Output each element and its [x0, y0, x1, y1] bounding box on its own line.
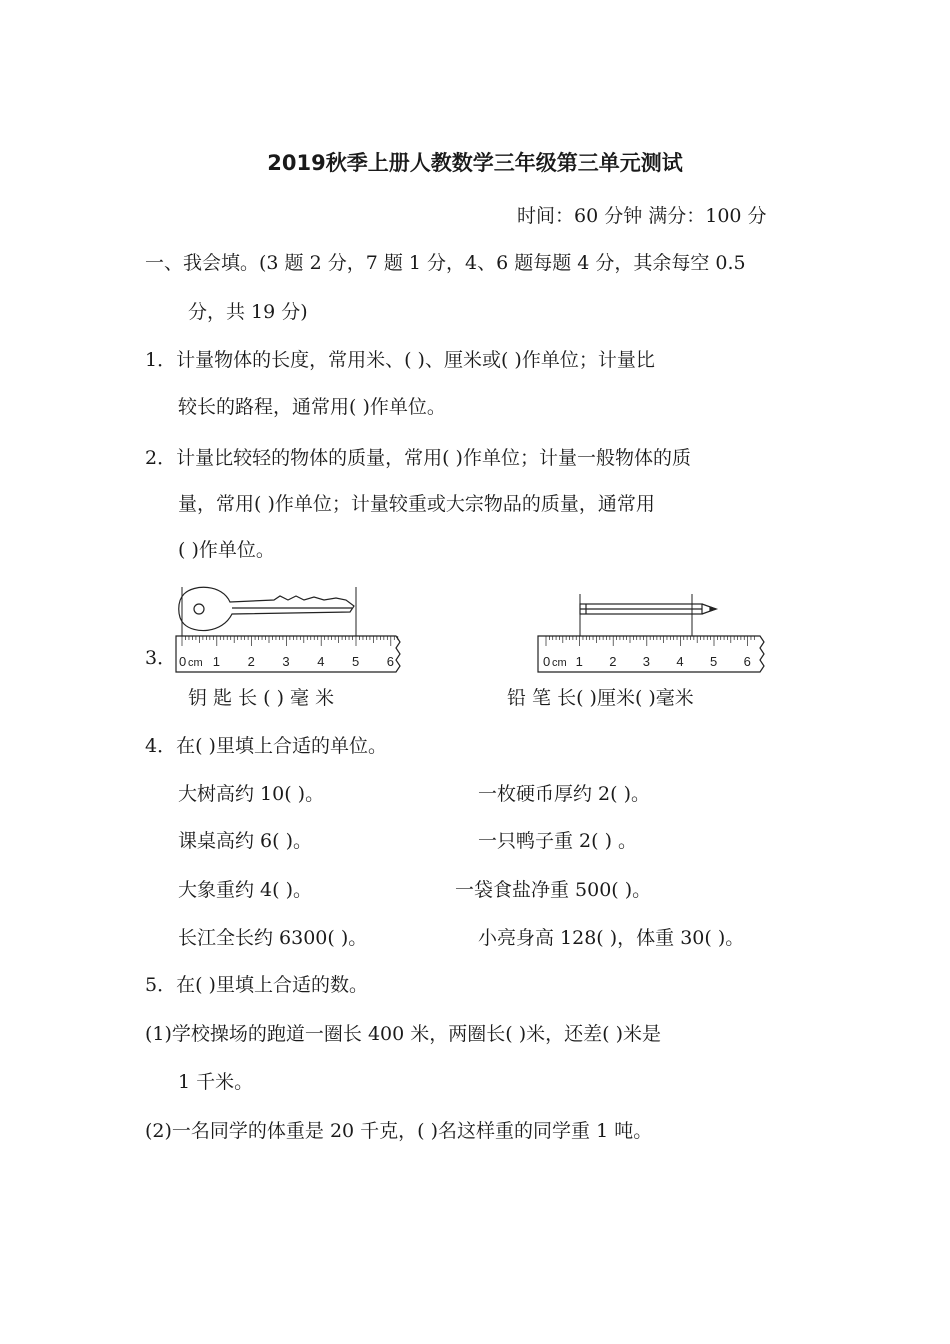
q3-key-caption: 钥 匙 长 ( ) 毫 米 [188, 687, 335, 709]
q1-line2: 较长的路程，通常用( )作单位。 [178, 396, 446, 418]
pencil-ruler-figure [534, 582, 770, 676]
q4-heading: 4．在( )里填上合适的单位。 [145, 735, 387, 757]
q4-row4-left: 长江全长约 6300( )。 [178, 927, 368, 949]
q2-line3: ( )作单位。 [178, 539, 275, 561]
ruler-number-label: 3 [642, 654, 651, 669]
ruler-number-label: 4 [317, 654, 325, 669]
q4-row3-left: 大象重约 4( )。 [178, 879, 312, 901]
ruler-unit-label: cm [552, 657, 567, 669]
q4-row2-right: 一只鸭子重 2( ) 。 [478, 830, 638, 852]
q5-part1-line2: 1 千米。 [178, 1071, 254, 1093]
ruler-number-label: 5 [710, 654, 718, 669]
q4-row3-right: 一袋食盐净重 500( )。 [455, 879, 652, 901]
q1-line1: 1．计量物体的长度，常用米、( )、厘米或( )作单位；计量比 [145, 349, 655, 371]
ruler-number-label: 5 [352, 654, 360, 669]
ruler-number-label: 6 [743, 654, 751, 669]
q5-part1-line1: (1)学校操场的跑道一圈长 400 米，两圈长( )米，还差( )米是 [145, 1023, 661, 1045]
ruler-number-label: 2 [247, 654, 255, 669]
ruler-number-label: 0 [543, 654, 551, 669]
q2-line1: 2．计量比较轻的物体的质量，常用( )作单位；计量一般物体的质 [145, 447, 691, 469]
q5-heading: 5．在( )里填上合适的数。 [145, 974, 368, 996]
ruler-number-label: 2 [609, 654, 617, 669]
ruler-number-label: 6 [386, 654, 395, 669]
ruler-number-label: 4 [676, 654, 684, 669]
q4-row2-left: 课桌高约 6( )。 [178, 830, 312, 852]
section1-heading-cont: 分，共 19 分) [188, 301, 308, 323]
section1-heading: 一、我会填。(3 题 2 分，7 题 1 分，4、6 题每题 4 分，其余每空 0.5 [145, 252, 746, 274]
key-ruler-figure [174, 582, 406, 676]
page-title: 2019秋季上册人教数学三年级第三单元测试 [267, 151, 683, 175]
q4-row1-left: 大树高约 10( )。 [178, 783, 325, 805]
key-illustration [179, 587, 354, 630]
q3-pencil-caption: 铅 笔 长( )厘米( )毫米 [507, 687, 694, 709]
ruler-number-label: 1 [212, 654, 221, 669]
q4-row4-right: 小亮身高 128( )，体重 30( )。 [478, 927, 745, 949]
ruler-number-label: 1 [575, 654, 583, 669]
ruler-key [176, 636, 400, 672]
q4-row1-right: 一枚硬币厚约 2( )。 [478, 783, 650, 805]
ruler-unit-label: cm [188, 657, 203, 669]
q2-line2: 量，常用( )作单位；计量较重或大宗物品的质量，通常用 [178, 493, 655, 515]
ruler-number-label: 3 [282, 654, 290, 669]
ruler-number-label: 0 [179, 654, 187, 669]
q3-number: 3． [145, 647, 177, 669]
q5-part2: (2)一名同学的体重是 20 千克，( )名这样重的同学重 1 吨。 [145, 1120, 653, 1142]
pencil-illustration [580, 604, 716, 614]
ruler-pencil [538, 636, 764, 672]
test-meta: 时间：60 分钟 满分：100 分 [517, 205, 767, 227]
